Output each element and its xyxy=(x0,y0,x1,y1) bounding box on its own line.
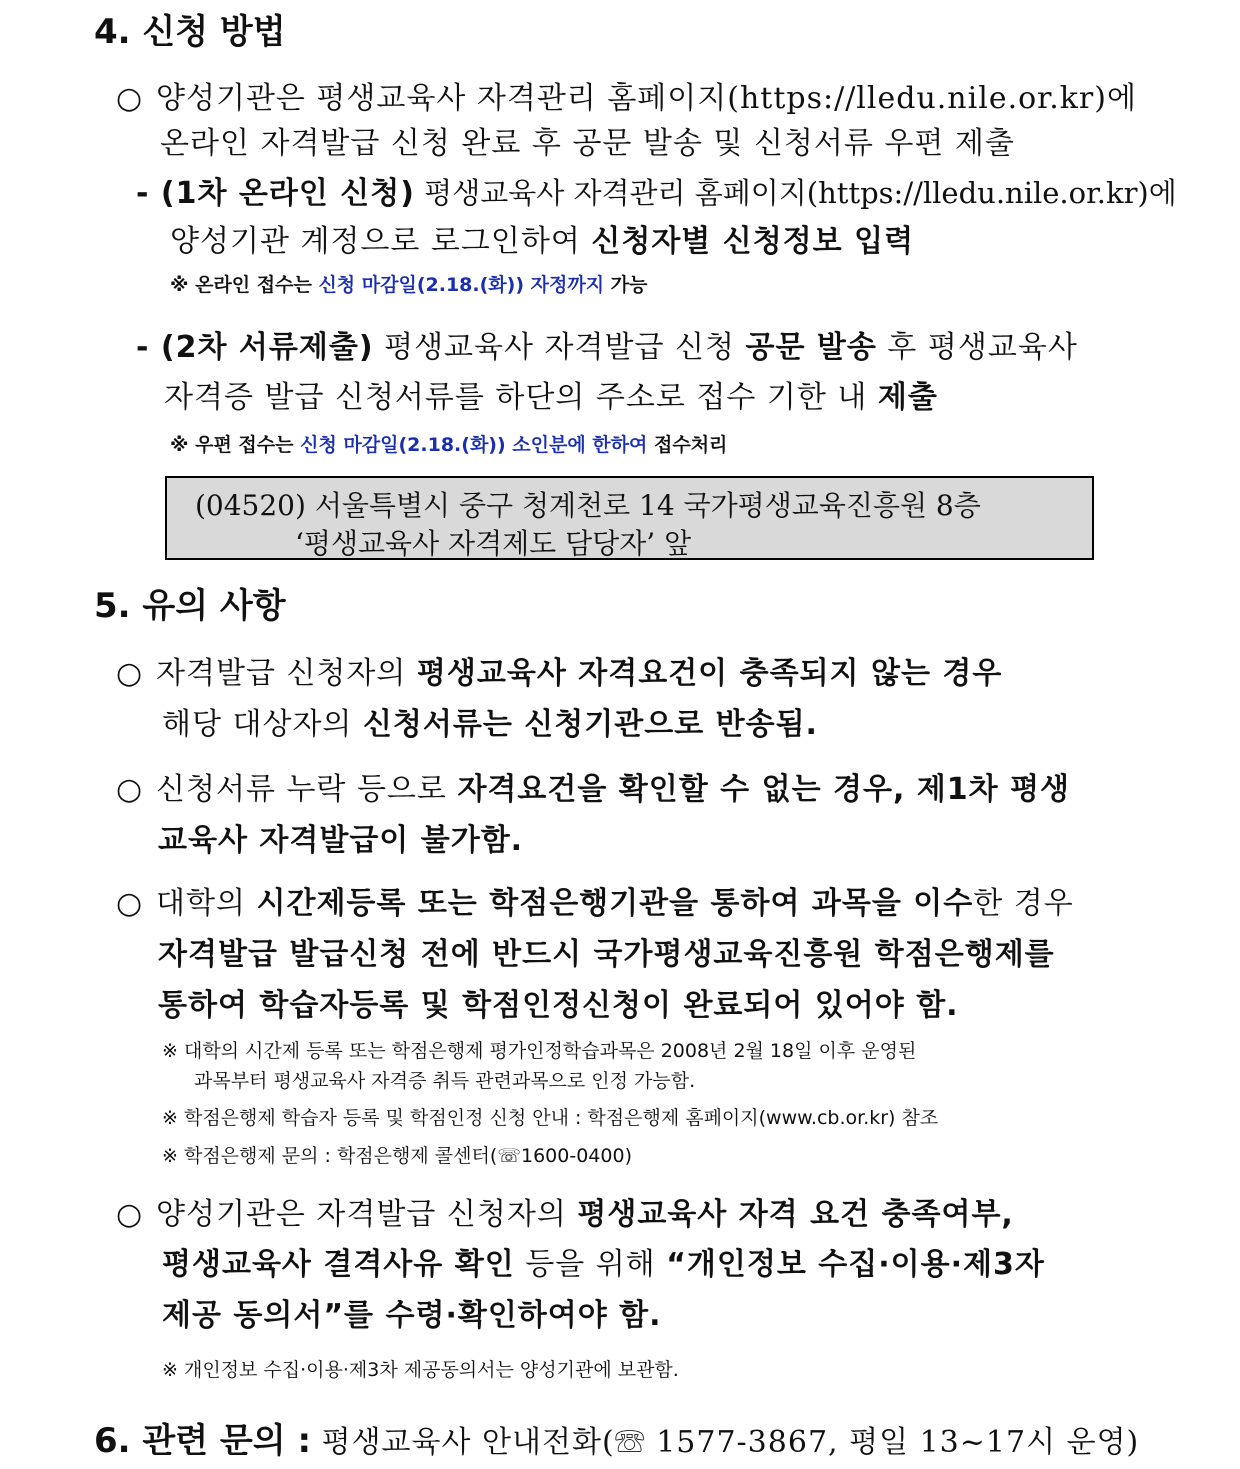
p4-l2-bold2: “개인정보 수집·이용·제3자 xyxy=(666,1247,1045,1282)
p3-l1-plain: 대학의 xyxy=(156,886,257,921)
bullet-marker: ○ xyxy=(116,1197,144,1232)
p3-l1-bold: 시간제등록 또는 학점은행기관을 통하여 과목을 이수 xyxy=(256,886,974,921)
p3-l3-bold: 통하여 학습자등록 및 학점인정신청이 완료되어 있어야 함. xyxy=(158,988,959,1023)
p2-l1-bold: 자격요건을 확인할 수 없는 경우, 제1차 평생 xyxy=(457,772,1071,807)
note1-c: 가능 xyxy=(604,274,648,296)
s5-p3-line2 xyxy=(158,929,1055,973)
address-line2: ‘평생교육사 자격제도 담당자’ 앞 xyxy=(295,527,692,560)
dash1-l2-bold: 신청자별 신청정보 입력 xyxy=(591,224,915,259)
dash2-l2-plain: 자격증 발급 신청서류를 하단의 주소로 접수 기한 내 xyxy=(164,380,878,415)
s4-b1-line1: 양성기관은 평생교육사 자격관리 홈페이지(https://lledu.nile.or.kr)에 xyxy=(156,81,1137,116)
bullet-marker: ○ xyxy=(116,886,144,921)
s5-p1-line2 xyxy=(162,699,818,743)
s4-note-1 xyxy=(170,270,647,297)
s4-note-2 xyxy=(170,430,727,457)
s5-p4-line3 xyxy=(162,1290,662,1334)
s5-p3-line1 xyxy=(116,878,1074,922)
s4-dash-1-line2 xyxy=(170,216,914,260)
section-6 xyxy=(94,1413,1139,1462)
s5-p3-line3 xyxy=(158,980,959,1024)
p4-l1-bold: 평생교육사 자격 요건 충족여부, xyxy=(577,1197,1014,1232)
p1-l2-plain: 해당 대상자의 xyxy=(162,707,363,742)
s5-note-6: ※ 개인정보 수집·이용·제3차 제공동의서는 양성기관에 보관함. xyxy=(162,1359,679,1381)
address-box xyxy=(165,476,1094,560)
s5-note-3-line2: 과목부터 평생교육사 자격증 취득 관련과목으로 인정 가능함. xyxy=(194,1070,696,1092)
note2-b: 신청 마감일(2.18.(화)) 소인분에 한하여 xyxy=(300,434,648,456)
dash2-end: 후 평생교육사 xyxy=(876,330,1078,365)
dash1-l2-plain: 양성기관 계정으로 로그인하여 xyxy=(170,224,592,259)
note1-b: 신청 마감일(2.18.(화)) 자정까지 xyxy=(318,274,605,296)
bullet-marker: ○ xyxy=(116,656,144,691)
p1-l2-bold: 신청서류는 신청기관으로 반송됨. xyxy=(362,707,818,742)
dash2-l2-bold: 제출 xyxy=(877,380,938,415)
p2-l2-bold: 교육사 자격발급이 불가함. xyxy=(158,823,524,858)
address-line1: (04520) 서울특별시 중구 청계천로 14 국가평생교육진흥원 8층 xyxy=(195,489,981,522)
s4-bullet-1 xyxy=(116,73,1137,117)
dash2-bold2: 공문 발송 xyxy=(745,330,877,365)
p4-l2-bold: 평생교육사 결격사유 확인 xyxy=(162,1247,515,1282)
bullet-marker: ○ xyxy=(116,772,144,807)
s5-p4-line2 xyxy=(162,1239,1045,1283)
p3-l1-end: 한 경우 xyxy=(973,886,1074,921)
p4-l2-plain: 등을 위해 xyxy=(514,1247,667,1282)
section-6-text: 평생교육사 안내전화(☏ 1577-3867, 평일 13~17시 운영) xyxy=(311,1425,1140,1460)
p2-l1-plain: 신청서류 누락 등으로 xyxy=(156,772,458,807)
dash2-bold: - (2차 서류제출) xyxy=(136,330,374,365)
section-5-title: 5. 유의 사항 xyxy=(94,586,286,626)
s5-note-5: ※ 학점은행제 문의 : 학점은행제 콜센터(☏1600-0400) xyxy=(162,1145,632,1167)
s4-dash-2-line2 xyxy=(164,372,938,416)
p3-l2-bold: 자격발급 발급신청 전에 반드시 국가평생교육진흥원 학점은행제를 xyxy=(158,937,1055,972)
dash1-rest: 평생교육사 자격관리 홈페이지(https://lledu.nile.or.kr)에 xyxy=(414,176,1177,210)
s5-p1-line1 xyxy=(116,648,1002,692)
bullet-marker: ○ xyxy=(116,81,144,116)
note1-a: ※ 온라인 접수는 xyxy=(170,274,319,296)
s4-dash-1 xyxy=(136,168,1177,212)
p1-l1-plain: 자격발급 신청자의 xyxy=(156,656,417,691)
s4-dash-2 xyxy=(136,322,1078,366)
dash1-bold: - (1차 온라인 신청) xyxy=(136,176,415,211)
s5-note-3-line1: ※ 대학의 시간제 등록 또는 학점은행제 평가인정학습과목은 2008년 2월 18일 이후 운영된 xyxy=(162,1040,917,1062)
p4-l3-bold: 제공 동의서”를 수령·확인하여야 함. xyxy=(162,1298,662,1333)
note2-c: 접수처리 xyxy=(647,434,728,456)
p4-l1-plain: 양성기관은 자격발급 신청자의 xyxy=(156,1197,578,1232)
section-6-title: 6. 관련 문의 : xyxy=(94,1421,312,1461)
dash2-mid: 평생교육사 자격발급 신청 xyxy=(373,330,746,365)
s5-p4-line1 xyxy=(116,1189,1014,1233)
p1-l1-bold: 평생교육사 자격요건이 충족되지 않는 경우 xyxy=(416,656,1003,691)
s5-note-4: ※ 학점은행제 학습자 등록 및 학점인정 신청 안내 : 학점은행제 홈페이지(www.cb.or.kr) 참조 xyxy=(162,1107,939,1129)
s5-p2-line2 xyxy=(158,815,523,859)
section-4-title: 4. 신청 방법 xyxy=(94,12,286,52)
s4-b1-line2: 온라인 자격발급 신청 완료 후 공문 발송 및 신청서류 우편 제출 xyxy=(160,126,1015,161)
s5-p2-line1 xyxy=(116,764,1070,808)
note2-a: ※ 우편 접수는 xyxy=(170,434,301,456)
